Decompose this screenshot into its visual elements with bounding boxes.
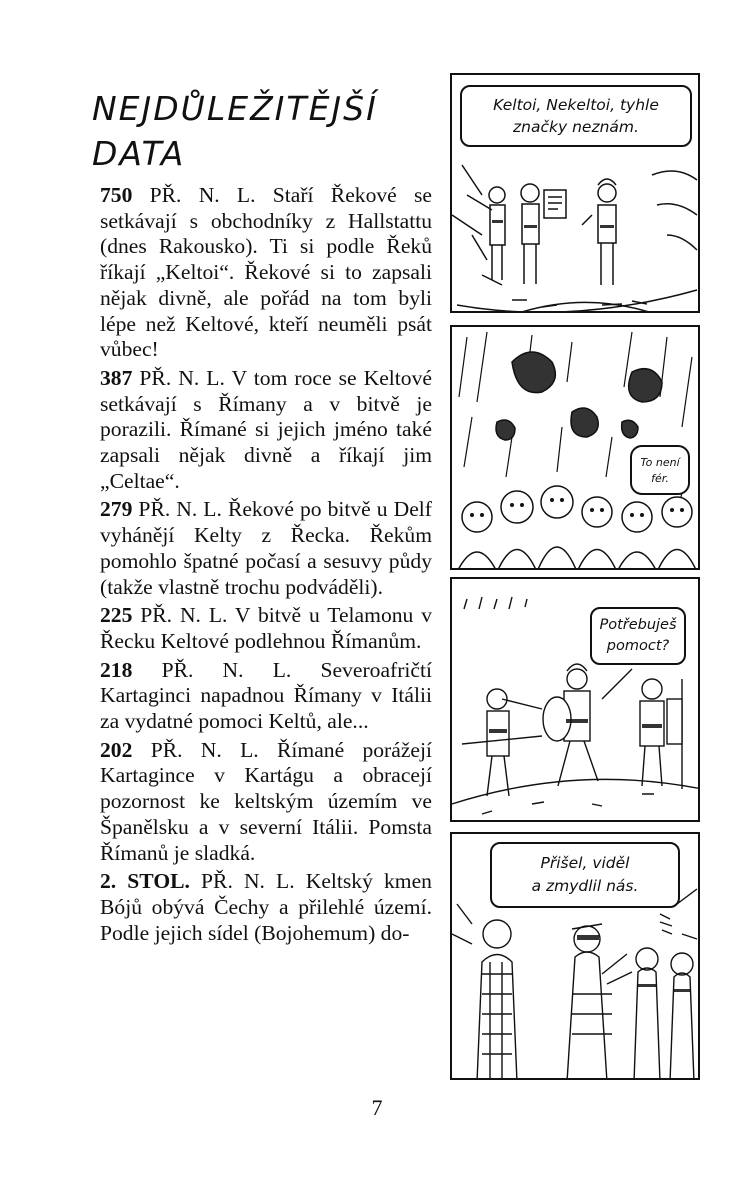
speech-bubble <box>590 607 686 665</box>
timeline-entry <box>100 658 432 735</box>
entry-date: 218 <box>100 657 133 682</box>
timeline-entry <box>100 738 432 867</box>
entry-date: 279 <box>100 497 133 522</box>
bubble-line-1: Přišel, viděl <box>540 854 630 872</box>
timeline-entry <box>100 183 432 363</box>
section-heading <box>92 86 422 176</box>
speech-bubble <box>630 445 690 495</box>
entry-text: PŘ. N. L. Řekové po bitvě u Delf vyhánějí Kelty z Řecka. Řekům pomohlo špatné počasí a sesuvy půdy (takže vlastně trochu podváděli). <box>100 497 432 599</box>
timeline-entry <box>100 366 432 495</box>
comic-panel-4 <box>450 832 700 1080</box>
entry-text: PŘ. N. L. V tom roce se Keltové setkávají s Římany a v bitvě je porazili. Římané si jejich jméno také zapsali nějak divně a říkají jim „Celtae“. <box>100 365 432 493</box>
bubble-line-2: značky neznám. <box>513 118 639 136</box>
entry-date: 2. STOL. <box>100 869 190 894</box>
entry-text: PŘ. N. L. Keltský kmen Bójů obývá Čechy a přilehlé území. Podle jejich sídel (Bojohemum) do- <box>100 869 432 945</box>
comic-panel-1 <box>450 73 700 313</box>
timeline-entry <box>100 869 432 946</box>
page-number: 7 <box>371 1095 383 1120</box>
bubble-line-1: Keltoi, Nekeltoi, tyhle <box>493 96 659 114</box>
speech-bubble <box>490 842 680 908</box>
entry-text: PŘ. N. L. Severoafričtí Kartaginci napadnou Římany v Itálii za vydatné pomoci Keltů, ale... <box>100 657 432 734</box>
bubble-line-2: a zmydlil nás. <box>531 877 639 895</box>
timeline-entry <box>100 603 432 654</box>
entry-text: PŘ. N. L. Staří Řekové se setkávají s obchodníky z Hallstattu (dnes Rakousko). Ti si podle Řeků říkají „Keltoi“. Řekové si to zapsali nějak divně, ale pořád na tom byli lépe než Keltové, kteří neuměli psát vůbec! <box>100 183 432 362</box>
entry-date: 225 <box>100 603 133 628</box>
bubble-line-2: fér. <box>651 472 669 485</box>
speech-bubble <box>460 85 692 147</box>
heading-line-2: DATA <box>92 134 186 173</box>
heading-line-1: NEJDŮLEŽITĚJŠÍ <box>92 89 378 128</box>
entry-text: PŘ. N. L. Římané porážejí Kartagince v Kartágu a obracejí pozornost ke keltským územím ve Španělsku a v severní Itálii. Pomsta Římanů je sladká. <box>100 737 432 865</box>
comic-panel-3 <box>450 577 700 822</box>
entry-date: 202 <box>100 737 133 762</box>
comic-panel-2 <box>450 325 700 570</box>
bubble-line-2: pomoct? <box>606 638 670 654</box>
timeline-entry <box>100 497 432 600</box>
timeline-text <box>100 183 432 949</box>
entry-date: 750 <box>100 183 133 207</box>
bubble-line-1: Potřebuješ <box>599 617 677 633</box>
entry-date: 387 <box>100 365 133 390</box>
entry-text: PŘ. N. L. V bitvě u Telamonu v Řecku Keltové podlehnou Římanům. <box>100 603 432 653</box>
bubble-line-1: To není <box>640 456 680 469</box>
